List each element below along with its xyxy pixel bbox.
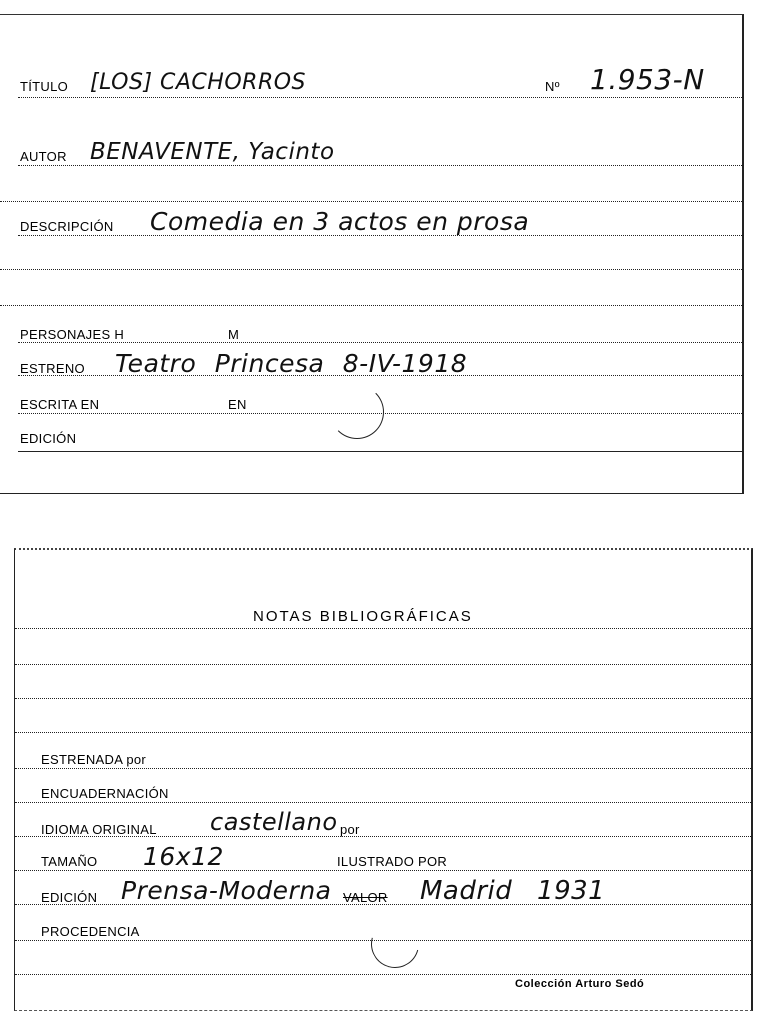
titulo-value: [LOS] CACHORROS (90, 70, 307, 95)
valor-value: Madrid 1931 (420, 876, 606, 906)
idioma-value: castellano (210, 808, 338, 836)
stamp-circle (330, 385, 384, 439)
estrenada-rule (15, 768, 751, 769)
notas-rule-4 (15, 732, 751, 733)
titulo-rule (18, 97, 742, 98)
descripcion-label: DESCRIPCIÓN (20, 219, 114, 234)
notas-rule-last (15, 974, 751, 975)
escrita-label: ESCRITA EN (20, 397, 100, 412)
tamano-value: 16x12 (143, 842, 224, 871)
descripcion-value: Comedia en 3 actos en prosa (150, 207, 530, 236)
edicion-b-value: Prensa-Moderna (121, 876, 332, 905)
stamp-circle-bottom (362, 911, 428, 977)
blank-rule-2 (0, 269, 742, 270)
numero-label: Nº (545, 79, 560, 94)
autor-value: BENAVENTE, Yacinto (90, 139, 335, 165)
catalog-card-top (0, 14, 744, 494)
estreno-label: ESTRENO (20, 361, 85, 376)
blank-rule-1 (0, 201, 742, 202)
idioma-label: IDIOMA ORIGINAL (41, 822, 157, 837)
edicion-b-label: EDICIÓN (41, 890, 98, 905)
escrita-en-label: EN (228, 397, 247, 412)
personajes-m-label: M (228, 327, 240, 342)
edicion-label: EDICIÓN (20, 431, 77, 446)
idioma-por-label: por (340, 822, 360, 837)
personajes-label: PERSONAJES H (20, 327, 125, 342)
tamano-label: TAMAÑO (41, 854, 98, 869)
numero-value: 1.953-N (590, 63, 705, 96)
titulo-label: TÍTULO (20, 79, 69, 94)
encuadernacion-label: ENCUADERNACIÓN (41, 786, 169, 801)
edicion-rule (18, 451, 742, 452)
notas-title: NOTAS BIBLIOGRÁFICAS (253, 608, 473, 625)
collection-footer: Colección Arturo Sedó (515, 978, 645, 990)
notas-rule-1 (15, 628, 751, 629)
blank-rule-3 (0, 305, 742, 306)
catalog-card-bottom (14, 548, 753, 1011)
autor-label: AUTOR (20, 149, 67, 164)
notas-rule-3 (15, 698, 751, 699)
personajes-rule (18, 342, 742, 343)
notas-rule-2 (15, 664, 751, 665)
valor-label: VALOR (343, 890, 388, 905)
procedencia-label: PROCEDENCIA (41, 924, 140, 939)
autor-rule (18, 165, 742, 166)
estrenada-label: ESTRENADA por (41, 752, 147, 767)
encuadernacion-rule (15, 802, 751, 803)
estreno-value: Teatro Princesa 8-IV-1918 (115, 349, 468, 378)
ilustrado-label: ILUSTRADO POR (337, 854, 448, 869)
tamano-rule (15, 870, 751, 871)
